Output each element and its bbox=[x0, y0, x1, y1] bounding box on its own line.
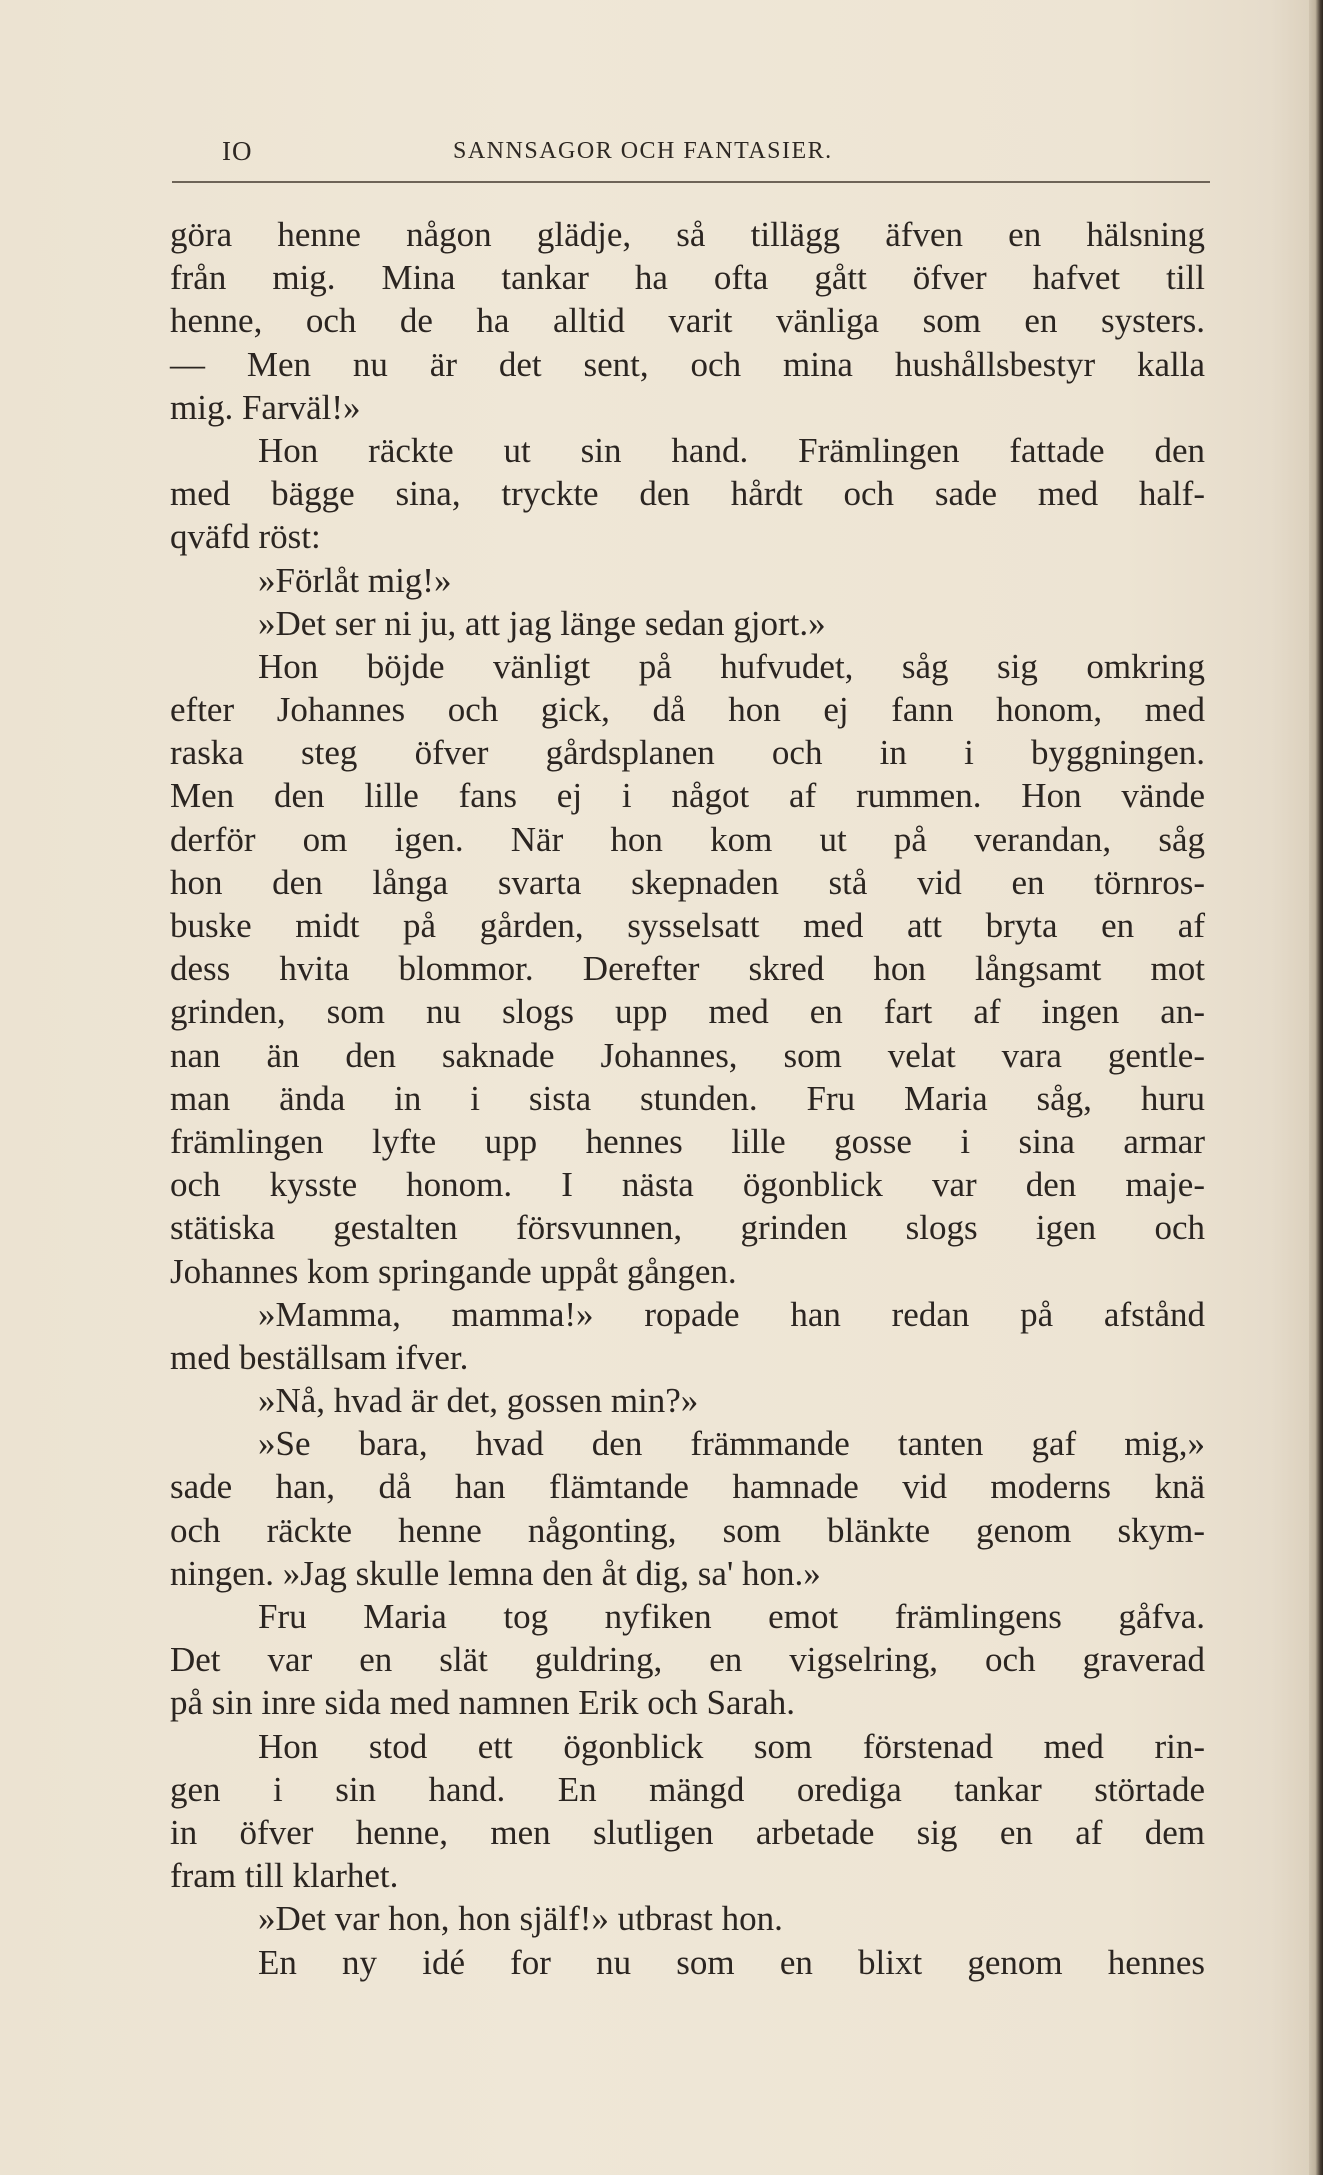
text-line: En ny idé for nu som en blixt genom hennes bbox=[258, 1942, 1205, 1982]
text-line: derför om igen. När hon kom ut på verandan, såg bbox=[170, 819, 1205, 859]
text-line: efter Johannes och gick, då hon ej fann honom, med bbox=[170, 690, 1205, 730]
text-line: »Nå, hvad är det, gossen min?» bbox=[258, 1381, 699, 1421]
text-line: och räckte henne någonting, som blänkte genom skym- bbox=[170, 1510, 1205, 1550]
text-line: nan än den saknade Johannes, som velat vara gentle- bbox=[170, 1035, 1205, 1075]
text-line: ningen. »Jag skulle lemna den åt dig, sa' hon.» bbox=[170, 1553, 821, 1593]
text-line: man ända in i sista stunden. Fru Maria såg, huru bbox=[170, 1078, 1205, 1118]
text-line: »Förlåt mig!» bbox=[258, 560, 452, 600]
text-line: raska steg öfver gårdsplanen och in i byggningen. bbox=[170, 733, 1205, 773]
text-line: dess hvita blommor. Derefter skred hon långsamt mot bbox=[170, 949, 1205, 989]
text-line: Hon böjde vänligt på hufvudet, såg sig omkring bbox=[258, 646, 1205, 686]
text-line: Hon stod ett ögonblick som förstenad med rin- bbox=[258, 1726, 1205, 1766]
text-line: Men den lille fans ej i något af rummen. Hon vände bbox=[170, 776, 1205, 816]
text-line: hon den långa svarta skepnaden stå vid en törnros- bbox=[170, 862, 1205, 902]
page-header bbox=[170, 136, 1210, 176]
text-line: stätiska gestalten försvunnen, grinden slogs igen och bbox=[170, 1208, 1205, 1248]
text-line: Det var en slät guldring, en vigselring, och graverad bbox=[170, 1640, 1205, 1680]
text-line: »Det var hon, hon själf!» utbrast hon. bbox=[258, 1899, 783, 1939]
page-number: IO bbox=[222, 136, 253, 166]
text-line: gen i sin hand. En mängd orediga tankar störtade bbox=[170, 1769, 1205, 1809]
text-line: »Det ser ni ju, att jag länge sedan gjort.» bbox=[258, 603, 826, 643]
header-rule bbox=[172, 181, 1210, 183]
text-line: in öfver henne, men slutligen arbetade sig en af dem bbox=[170, 1812, 1205, 1852]
text-line: med bägge sina, tryckte den hårdt och sade med half- bbox=[170, 474, 1205, 514]
text-line: fram till klarhet. bbox=[170, 1856, 399, 1896]
text-line: på sin inre sida med namnen Erik och Sarah. bbox=[170, 1683, 795, 1723]
text-line: Hon räckte ut sin hand. Främlingen fattade den bbox=[258, 430, 1205, 470]
page-edge-shadow bbox=[1309, 0, 1323, 2175]
text-line: göra henne någon glädje, så tillägg äfven en hälsning bbox=[170, 215, 1205, 254]
text-line: qväfd röst: bbox=[170, 517, 321, 557]
text-line: — Men nu är det sent, och mina hushållsbestyr kalla bbox=[170, 344, 1205, 384]
text-line: »Se bara, hvad den främmande tanten gaf mig,» bbox=[258, 1424, 1205, 1464]
text-line: från mig. Mina tankar ha ofta gått öfver hafvet till bbox=[170, 258, 1205, 298]
text-line: främlingen lyfte upp hennes lille gosse i sina armar bbox=[170, 1121, 1205, 1161]
text-line: med beställsam ifver. bbox=[170, 1337, 469, 1377]
running-head: SANNSAGOR OCH FANTASIER. bbox=[453, 138, 833, 164]
body-text bbox=[170, 213, 1205, 1984]
text-line: henne, och de ha alltid varit vänliga som en systers. bbox=[170, 301, 1205, 341]
text-line: buske midt på gården, sysselsatt med att bryta en af bbox=[170, 906, 1205, 945]
text-line: »Mamma, mamma!» ropade han redan på afstånd bbox=[258, 1294, 1205, 1334]
text-line: Fru Maria tog nyfiken emot främlingens gåfva. bbox=[258, 1597, 1205, 1636]
text-line: mig. Farväl!» bbox=[170, 387, 361, 427]
text-line: Johannes kom springande uppåt gången. bbox=[170, 1251, 737, 1291]
text-line: grinden, som nu slogs upp med en fart af ingen an- bbox=[170, 992, 1205, 1032]
text-line: och kysste honom. I nästa ögonblick var den maje- bbox=[170, 1165, 1205, 1205]
text-line: sade han, då han flämtande hamnade vid moderns knä bbox=[170, 1467, 1205, 1507]
